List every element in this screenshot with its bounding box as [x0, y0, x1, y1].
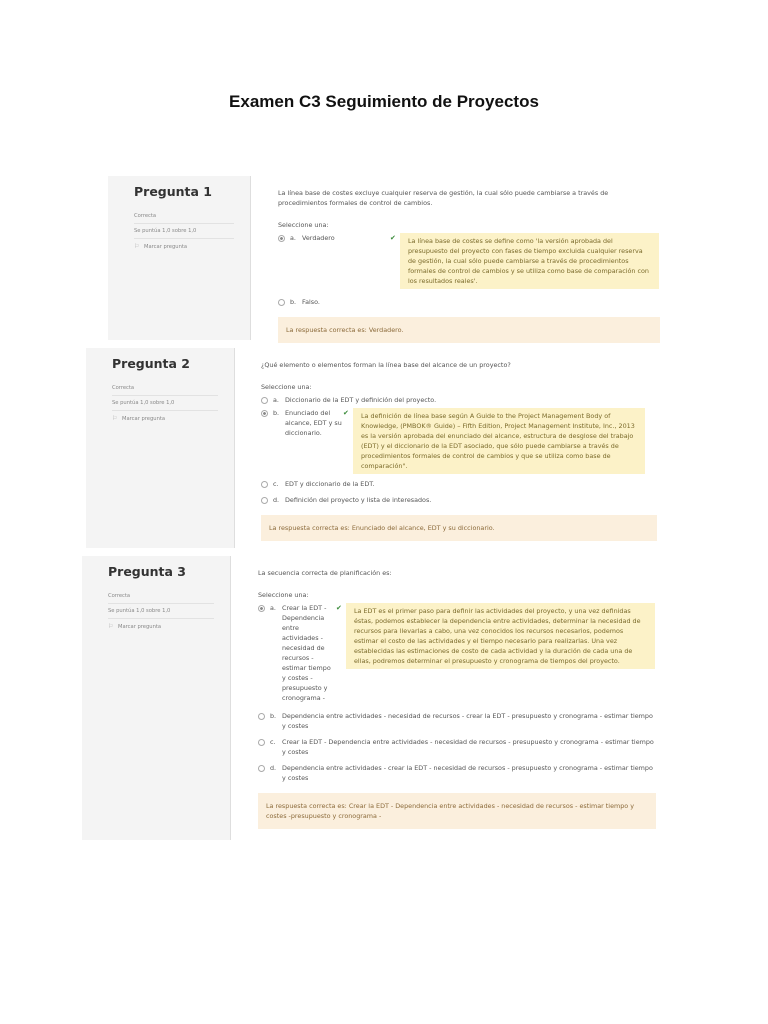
divider [230, 556, 231, 840]
question-info [86, 348, 234, 548]
flag-question-link[interactable] [112, 411, 218, 426]
option-a[interactable] [258, 603, 658, 703]
option-text: Crear la EDT - Dependencia entre actividades - necesidad de recursos - estimar tiempo y costes - presupuesto y cronograma - [282, 604, 331, 702]
radio-button-checked[interactable] [258, 605, 265, 612]
divider [250, 176, 251, 340]
option-feedback: La línea base de costes se define como 'la versión aprobada del presupuesto del proyecto con fases de tiempo excluida cualquier reserva de gestión, la cual sólo puede cambiarse a través de procedimientos formales de control de cambios y se utiliza como base de comparación con los resultados reales'. [400, 233, 659, 289]
flag-question-link[interactable] [108, 619, 214, 634]
question-score: Se puntúa 1,0 sobre 1,0 [108, 604, 214, 619]
question-text: ¿Qué elemento o elementos forman la línea base del alcance de un proyecto? [261, 361, 511, 369]
radio-button[interactable] [261, 497, 268, 504]
option-letter: d. [273, 496, 280, 504]
flag-icon: ⚐ [134, 243, 140, 250]
option-feedback: La definición de línea base según A Guide to the Project Management Body of Knowledge, (PMBOK® Guide) – Fifth Edition, Project Management Institute, Inc., 2013 es la versión aprobada del enunciado del alcance, estructura de desglose del trabajo (EDT) y el diccionario de la EDT asociado, que sólo puede cambiarse a través de procedimientos formales de control de cambios y que se utiliza como base de comparación". [353, 408, 645, 474]
correct-answer-box: La respuesta correcta es: Verdadero. [278, 317, 660, 343]
question-text: La línea base de costes excluye cualquier reserva de gestión, la cual sólo puede cambiarse a través de procedimientos formales de control de cambios. [278, 189, 609, 207]
check-icon: ✔ [390, 234, 396, 242]
option-letter: b. [290, 298, 297, 306]
radio-button[interactable] [278, 299, 285, 306]
option-text: Dependencia entre actividades - necesidad de recursos - crear la EDT - presupuesto y cronograma - estimar tiempo y costes [282, 712, 653, 730]
option-feedback: La EDT es el primer paso para definir las actividades del proyecto, y una vez definidas éstas, podemos establecer la dependencia entre actividades, determinar la necesidad de recursos para llevarlas a cabo, una vez conocidos los recursos necesarios, podemos estimar el costo de las actividades y el tiempo necesario para realizarlas. Una vez establecidas las estimaciones de costo de cada actividad y la duración de cada una de ellas, podremos determinar el presupuesto y cronograma de tiempos del proyecto. [346, 603, 655, 669]
question-title: Pregunta 1 [134, 184, 213, 199]
question-3 [82, 556, 658, 840]
radio-button-checked[interactable] [261, 410, 268, 417]
radio-button[interactable] [261, 397, 268, 404]
document-title: Examen C3 Seguimiento de Proyectos [229, 92, 539, 111]
option-letter: a. [290, 234, 296, 242]
flag-question-label: Marcar pregunta [118, 624, 162, 630]
option-c[interactable] [258, 737, 658, 757]
correct-answer-box: La respuesta correcta es: Crear la EDT - Dependencia entre actividades - necesidad de recursos - estimar tiempo y costes -presupuesto y cronograma - [258, 793, 656, 829]
option-letter: d. [270, 764, 277, 772]
option-text: Dependencia entre actividades - crear la EDT - necesidad de recursos - presupuesto y cronograma - estimar tiempo y costes [282, 764, 653, 782]
option-letter: b. [270, 712, 277, 720]
option-letter: c. [273, 480, 279, 488]
question-info [82, 556, 230, 840]
question-title: Pregunta 2 [112, 356, 191, 371]
option-letter: b. [273, 409, 280, 417]
option-c[interactable] [261, 479, 660, 489]
option-letter: c. [270, 738, 276, 746]
radio-button-checked[interactable] [278, 235, 285, 242]
option-b[interactable] [261, 408, 660, 474]
option-a[interactable] [261, 395, 660, 405]
option-d[interactable] [261, 495, 660, 505]
option-text: Enunciado del alcance, EDT y su diccionario. [285, 409, 342, 437]
option-text: Diccionario de la EDT y definición del proyecto. [285, 396, 437, 404]
question-status: Correcta [134, 209, 234, 224]
flag-icon: ⚐ [108, 623, 114, 630]
radio-button[interactable] [258, 739, 265, 746]
check-icon: ✔ [336, 604, 342, 612]
divider [234, 348, 235, 548]
question-text: La secuencia correcta de planificación es: [258, 569, 392, 577]
option-b[interactable] [278, 297, 660, 307]
question-score: Se puntúa 1,0 sobre 1,0 [112, 396, 218, 411]
option-b[interactable] [258, 711, 658, 731]
option-text: EDT y diccionario de la EDT. [285, 480, 375, 488]
question-score: Se puntúa 1,0 sobre 1,0 [134, 224, 234, 239]
question-status: Correcta [112, 381, 218, 396]
correct-answer-box: La respuesta correcta es: Enunciado del alcance, EDT y su diccionario. [261, 515, 657, 541]
option-letter: a. [270, 604, 276, 612]
question-content [261, 348, 660, 541]
radio-button[interactable] [261, 481, 268, 488]
question-info [108, 176, 250, 340]
question-2 [86, 348, 660, 548]
flag-question-label: Marcar pregunta [122, 416, 166, 422]
flag-question-label: Marcar pregunta [144, 244, 188, 250]
question-1 [108, 176, 660, 340]
flag-icon: ⚐ [112, 415, 118, 422]
option-letter: a. [273, 396, 279, 404]
radio-button[interactable] [258, 765, 265, 772]
question-content [278, 176, 660, 343]
select-label: Seleccione una: [261, 383, 312, 391]
question-content [258, 556, 658, 829]
option-a[interactable] [278, 233, 660, 289]
select-label: Seleccione una: [278, 221, 329, 229]
select-label: Seleccione una: [258, 591, 309, 599]
option-text: Verdadero [302, 234, 335, 242]
radio-button[interactable] [258, 713, 265, 720]
flag-question-link[interactable] [134, 239, 234, 254]
option-text: Crear la EDT - Dependencia entre actividades - necesidad de recursos - presupuesto y cronograma - estimar tiempo y costes [282, 738, 654, 756]
question-title: Pregunta 3 [108, 564, 187, 579]
check-icon: ✔ [343, 409, 349, 417]
question-status: Correcta [108, 589, 214, 604]
option-text: Definición del proyecto y lista de interesados. [285, 496, 432, 504]
option-text: Falso. [302, 298, 320, 306]
option-d[interactable] [258, 763, 658, 783]
